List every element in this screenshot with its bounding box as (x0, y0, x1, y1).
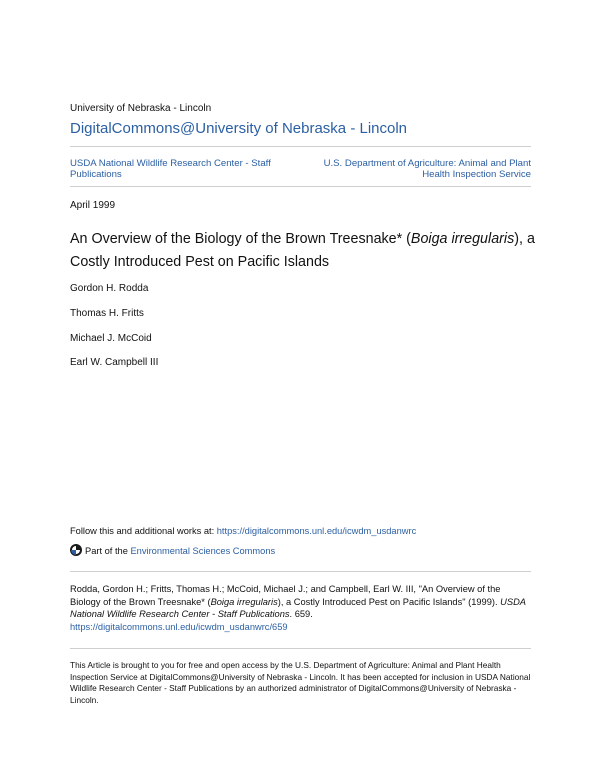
divider (70, 648, 531, 649)
title-text-1: An Overview of the Biology of the Brown Treesnake* ( (70, 231, 411, 247)
part-of-line (70, 544, 275, 558)
divider (70, 186, 531, 187)
author-name: Michael J. McCoid (70, 333, 152, 344)
environmental-sciences-commons-link[interactable]: Environmental Sciences Commons (130, 546, 276, 556)
citation-series-italic: USDA National Wildlife Research Center - Staff Publications (70, 596, 526, 619)
divider (70, 571, 531, 572)
follow-prefix: Follow this and additional works at: (70, 526, 217, 536)
recommended-citation (70, 583, 531, 633)
follow-line (70, 526, 416, 536)
title-text-2: ), a Costly Introduced Pest on Pacific Islands (70, 231, 535, 270)
citation-text-1: Rodda, Gordon H.; Fritts, Thomas H.; McCoid, Michael J.; and Campbell, Earl W. III, "An Overview of the Biology of the Brown Treesnake* ( (70, 584, 501, 607)
part-of-prefix: Part of the (85, 546, 131, 556)
author-name: Earl W. Campbell III (70, 357, 159, 368)
access-notice: This Article is brought to you for free and open access by the U.S. Department of Agriculture: Animal and Plant Health Inspection Service at DigitalCommons@University of Nebraska - Lincoln. It has been accepted for inclusion in USDA National Wildlife Research Center - Staff Publications by an authorized administrator of DigitalCommons@University of Nebraska - Lincoln. (70, 660, 531, 705)
follow-url-link[interactable]: https://digitalcommons.unl.edu/icwdm_usdanwrc (216, 526, 417, 536)
institution-name: University of Nebraska - Lincoln (70, 103, 212, 114)
divider (70, 146, 531, 147)
author-name: Thomas H. Fritts (70, 308, 144, 319)
citation-url-link[interactable]: https://digitalcommons.unl.edu/icwdm_usdanwrc/659 (70, 621, 288, 632)
author-name: Gordon H. Rodda (70, 283, 149, 294)
collection-link-left[interactable]: USDA National Wildlife Research Center - Staff Publications (70, 158, 271, 180)
citation-text-3: . 659. (289, 609, 313, 619)
title-species-italic: Boiga irregularis (410, 231, 515, 247)
citation-species-italic: Boiga irregularis (210, 596, 278, 607)
network-logo-icon (70, 544, 82, 558)
citation-text-2: ), a Costly Introduced Pest on Pacific Islands" (1999). (277, 596, 501, 607)
repository-link[interactable]: DigitalCommons@University of Nebraska - Lincoln (70, 120, 408, 137)
collection-link-right[interactable]: U.S. Department of Agriculture: Animal and Plant Health Inspection Service (323, 158, 531, 180)
page-title (70, 228, 540, 274)
publication-date: April 1999 (70, 200, 116, 211)
